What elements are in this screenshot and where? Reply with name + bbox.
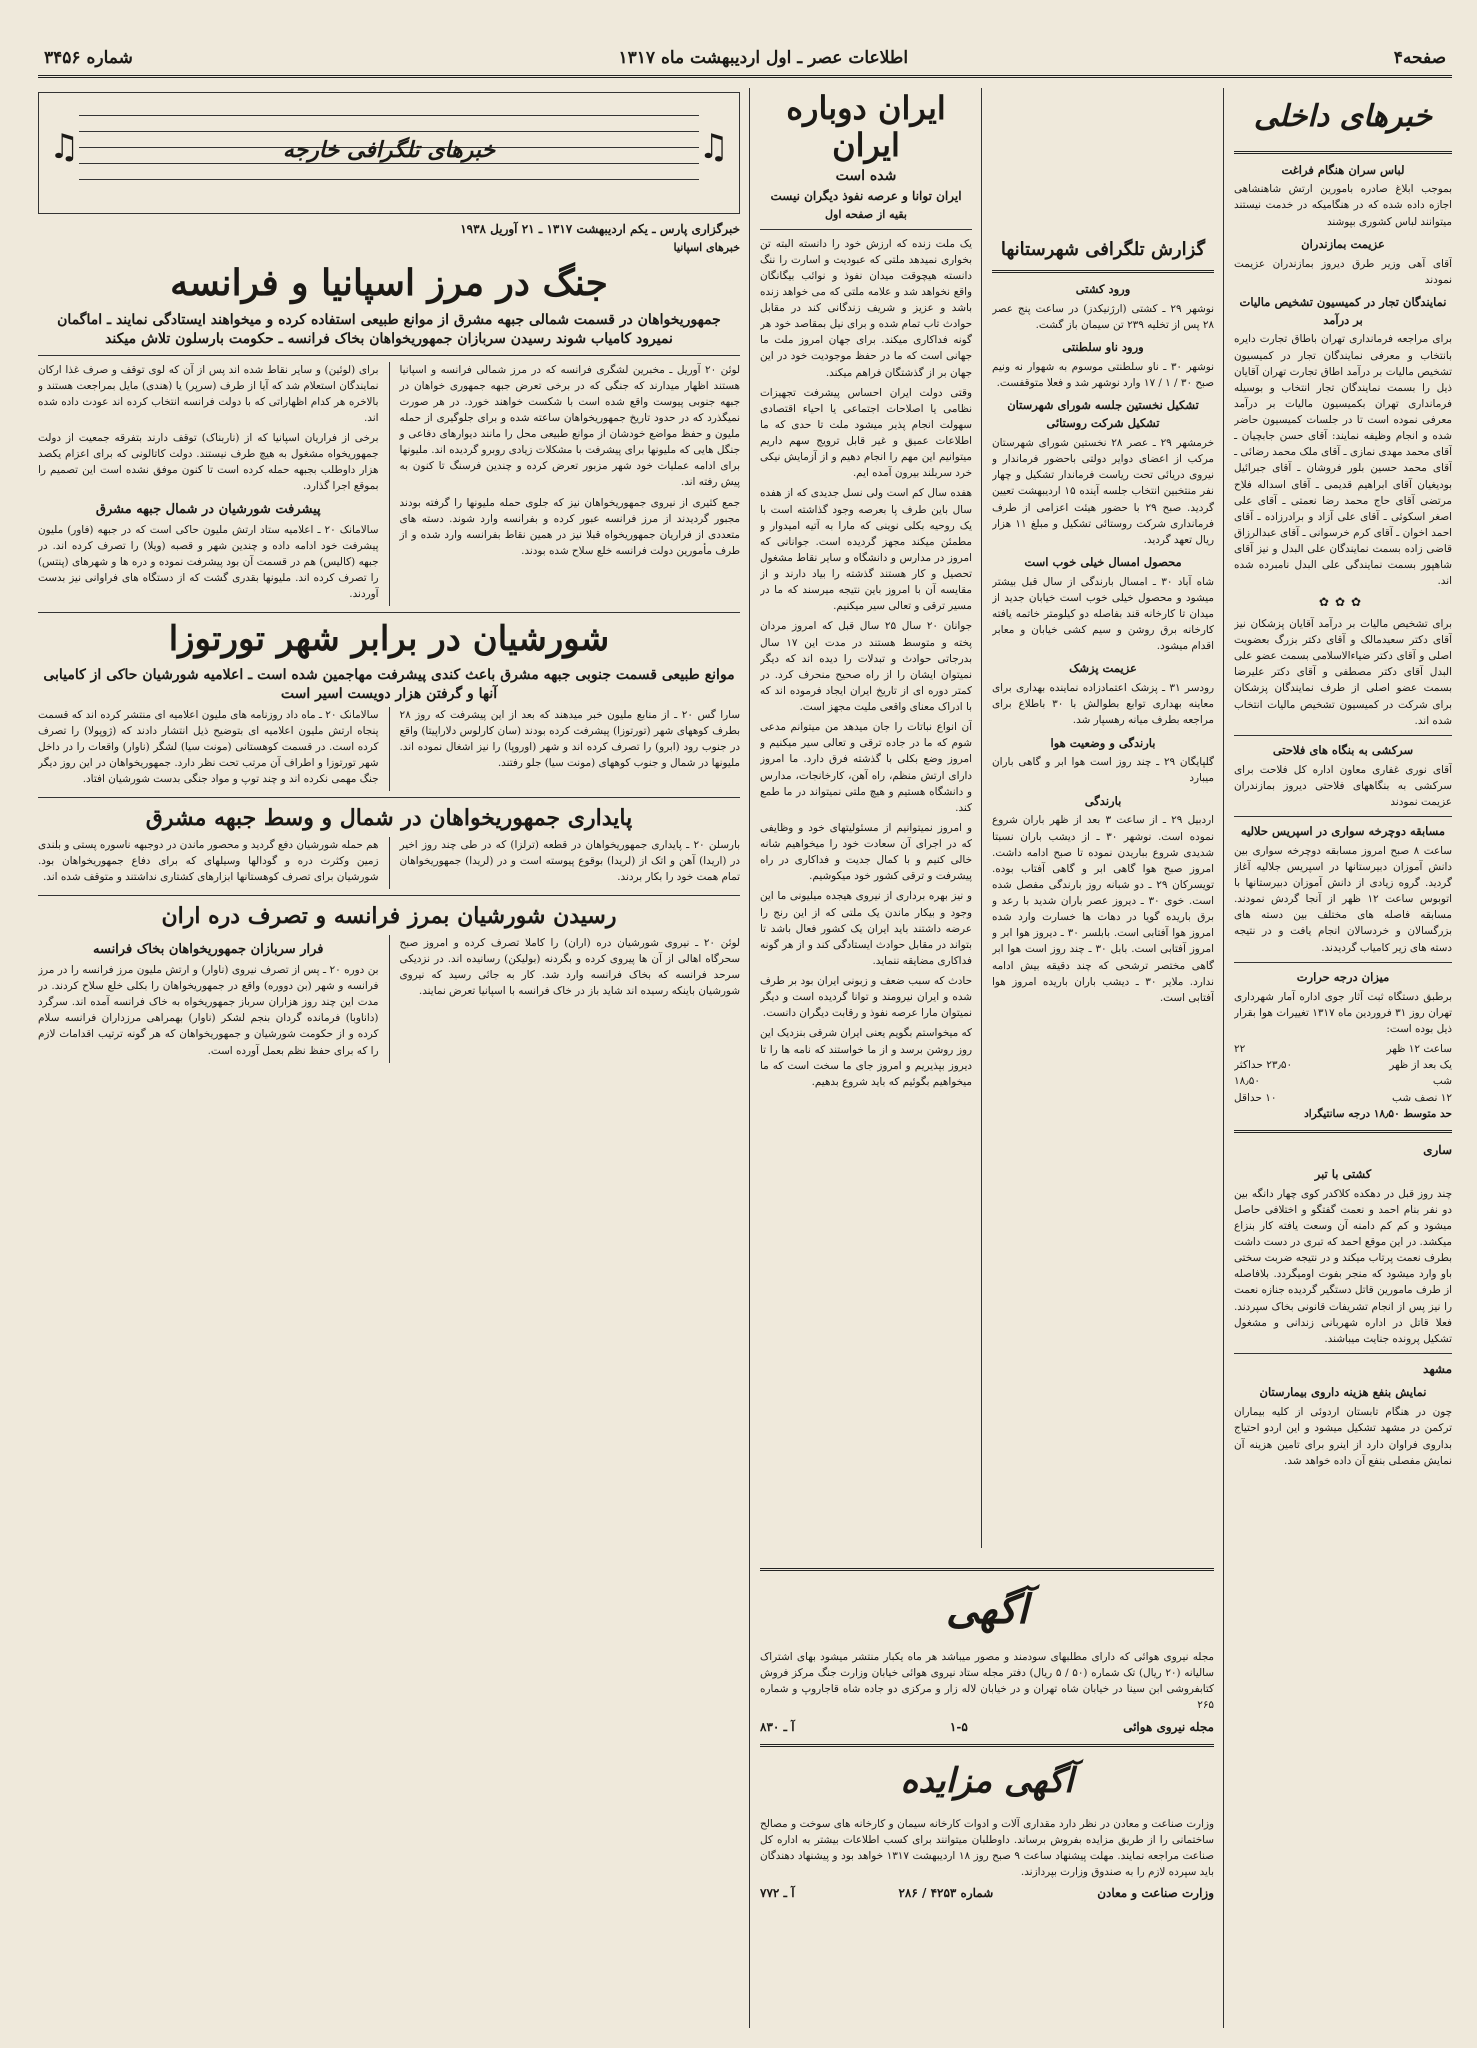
story-paragraph: بارسلن ۲۰ ـ پایداری جمهوریخواهان در قطعه (ترلزا) که در طی چند روز اخیر در (اریدا) آهن و اتک از (لریدا) بوقوع پیوسته است و در (لریدا) جمهوریخواهان تمام همت خود را بکار بردند. [399, 839, 740, 884]
lead-paragraph: جوانان ۲۰ سال ۲۵ سال قبل که امروز مردان پخته و متوسط هستند در مدت این ۱۷ سال بدرجاتی حوادث و تبدلات را دیده اند که دیگر نمیتوان ایشان را از راه صحیح منحرف کرد. در کمتر دوره ای از تاریخ ایران ایجاد فرموده اند که با ادراک معنای واقعی ملیت مجهز است. [760, 620, 972, 714]
domestic-title: نمایش بنفع هزینه داروی بیمارستان [1259, 1385, 1427, 1400]
lead-paragraph: حادث که سبب ضعف و زبونی ایران بود بر طرف شده و ایران نیرومند و توانا گردیده است و دیگر نمیتوان مارا عرصه نفوذ و رقابت دیگران دانست. [760, 975, 972, 1020]
lead-paragraph: و امروز نمیتوانیم از مسئولیتهای خود و وظایفی که در اجرای آن سعادت خود را میخواهیم شانه خالی کنیم و با کمال جدیت و فداکاری در راه پیشرفت و ترقی کشور خود میکوشیم. [760, 821, 972, 883]
ad-code: آ ـ ۸۳۰ [760, 1719, 795, 1734]
telegraph-body: نوشهر ۲۹ ـ کشتی (ارژنیکدز) در ساعت پنج عصر ۲۸ پس از تخلیه ۲۳۹ تن سیمان باز گشت. [992, 303, 1214, 332]
telegraph-title: ورود کشتی [1075, 282, 1131, 297]
foreign-section [38, 88, 740, 2028]
headline-3: پایداری جمهوریخواهان در شمال و وسط جبهه مشرق [145, 805, 633, 832]
telegraph-body: گلپایگان ۲۹ ـ چند روز است هوا ابر و گاهی باران میبارد [992, 756, 1214, 785]
ad-code: ۱-۵ [949, 1719, 968, 1734]
story-paragraph: لوئن ۲۰ آوریل ـ مخبرین لشگری فرانسه که در مرز شمالی فرانسه و اسپانیا هستند اظهار میدارند که جنگی که در برخی تعرض جبهه جمهوری خواهان در جبهه جنوبی پیوست واقع شده است با شکست خواهند خورد. در هر صورت نمیگذرد که در حدود تاریخ جمهوریخواهان ساعته شده و برای جلوگیری از حمله ملیون و حفظ مواضع خودشان از موانع طبیعی محل را مانند دیوارهای دفاعی و جنگل هایی که ملیونها برای پیشرفت با مشکلات زیادی روبرو گردیده اند. ملیونها برای ادامه عملیات خود شهر مزبور تعرض کرده و چندین فرسنگ تا کنون به پیش رفته اند. [399, 363, 740, 489]
agency-dateline: خبرگزاری پارس ـ یکم اردیبهشت ۱۳۱۷ ـ ۲۱ آوریل ۱۹۳۸ [460, 222, 740, 236]
domestic-title: عزیمت بمازندران [1301, 236, 1385, 251]
story-4 [38, 935, 740, 1063]
lead-paragraph: که میخواستم بگویم یعنی ایران شرقی بنزدیک این روز روشن برسد و از ما خواستند که نامه ها را تا دیروز بپذیریم و امروز جای ما سخت است که ما میخواهیم بگوئیم که باید شروع بدهیم. [760, 1027, 972, 1088]
tender-number: شماره ۴۲۵۳ / ۲۸۶ [898, 1886, 994, 1901]
foreign-header: خبرهای تلگرافی خارجه [282, 137, 496, 163]
music-note-icon: ♫ [49, 127, 80, 167]
paper-title: اطلاعات عصر ـ اول اردیبهشت ماه ۱۳۱۷ [618, 47, 909, 68]
story-3 [38, 837, 740, 889]
lead-paragraph: آن انواع نباتات را جان میدهد من میتوانم مدعی شوم که ما در جاده ترقی و تعالی سیر میکنیم و امروز وضع بکلی با گذشته فرق دارد. ما امروز دارای ارتش منظم، راه آهن، کارخانجات، مدارس و دانشگاه هستیم و هیچ ملتی نمیتواند در ما طمع کند. [760, 721, 972, 814]
city-label: ساری [1423, 1143, 1452, 1158]
ad-signature: مجله نیروی هوائی [1123, 1719, 1214, 1734]
story-paragraph: هم حمله شورشیان دفع گردید و محصور ماندن در دوجبهه ناسوره پستی و بلندی زمین وکثرت دره و گودالها وسیلهای که برای دفاع جمهوریخواهان بود. شورشیان برای تصرف کوهستانها ابزارهای کشتاری نداشتند و متوقف شده اند. [38, 839, 379, 884]
headline-5: فرار سربازان جمهوریخواهان بخاک فرانسه [93, 942, 324, 958]
domestic-title: لباس سران هنگام فراغت [1281, 162, 1405, 177]
tender-footer [760, 1884, 1214, 1903]
issue-number: شماره ۳۴۵۶ [44, 47, 133, 68]
telegraph-title: بارندگی [1084, 793, 1122, 808]
foreign-banner [38, 92, 740, 214]
newspaper-page [38, 40, 1452, 2030]
story-paragraph: سالامانک ۲۰ ـ اعلامیه ستاد ارتش ملیون حاکی است که در جبهه (فاور) ملیون پیشرفت خود ادامه داده و چندین شهر و قصبه (ویلا) را تصرف کرده اند. در جبهه (کالیس) هم در قسمت آن بود پیشرفت نموده و دره ها و شهرهای (پنتس) را تصرف کرده اند. ملیونها بقدری گشت که از دستگاه های فراوانی نیز بدست آوردند. [38, 523, 379, 600]
domestic-body: چون در هنگام تابستان اردوئی از کلیه بیماران ترکمن در مشهد تشکیل میشود و این اردو احتیاج بداروی فراوان دارد از اینرو برای تامین هزینه آن نمایش مفصلی بنفع آن داده خواهد شد. [1234, 1406, 1452, 1467]
telegraph-title: بارندگی و وضعیت هوا [1050, 735, 1156, 750]
lead-paragraph: هفده سال کم است ولی نسل جدیدی که از هفده سال باین طرف پا بعرصه وجود گذاشته است با یک روحیه بکلی نوینی که مارا به آتیه امیدوار و مطمئن میکند مجهز گردیده است. جوانانی که امروز در مدارس و دانشگاه و سایر نقاط مشغول تحصیل و کار هستند گذشته را بیاد دارند و از مقایسه آن با امروز باین نتیجه میرسند که ما در مسیر ترقی و تعالی سیر میکنیم. [760, 487, 972, 613]
telegraph-body: اردبیل ۲۹ ـ از ساعت ۳ بعد از ظهر باران شروع نموده است. نوشهر ۳۰ ـ از دیشب باران نسبتا شدیدی شروع بباریدن نموده تا صبح ادامه داشت. امروز صبح هوا گاهی ابر و گاهی آفتاب بوده. تویسرکان ۲۹ ـ دو شبانه روز بارندگی مفصل شده است. خوی ۳۰ ـ دیروز عصر باران شدید با رعد و برق باریده گویا در دهات ها خسارت وارد شده امروز هوا آفتابی است. بابلسر ۳۰ ـ دیروز هوا ابر و امروز آفتابی است. بابل ۳۰ ـ چند روز است هوا ابر گاهی مختصر ترشحی که چند دقیقه بیش ادامه ندارد. ملایر ۳۰ ـ دیشب باران باریده امروز هوا آفتابی است. [992, 814, 1214, 1004]
lead-paragraph: یک ملت زنده که ارزش خود را دانسته البته تن بخواری نمیدهد ملتی که عبودیت و اسارت را ننگ دانسته هیچوقت میدان نفوذ و نوائب بیگانگان واقع نخواهد شد و علامه ملتی که می خواهد زنده باشد و عزیز و شریف زندگانی کند در مقابل حوادث تاب تمام شده و برای نیل بمقاصد خود هر گونه فداکاری میکند. برای جهان امروز ملت ما جهانی است که ما در حفظ موجودیت خود در این جهان بر از گذشتگان فراهم میکند. [760, 237, 972, 379]
story-paragraph: لوئن ۲۰ ـ نیروی شورشیان دره (اران) را کاملا تصرف کرده و امروز صبح سحرگاه اهالی از آن ها پیروی کرده و بگردنه (بولیکن) رسانیده اند. در نزدیکی سرحد فرانسه که بخاک فرانسه وارد شد. کار به جائی رسید که نیروی شورشیان باینکه رسیده اند شاید باز در خاک فرانسه با اسپانیا تعرض نمایند. [399, 937, 740, 998]
ads-section [760, 1560, 1214, 2028]
page-number: صفحه۴ [1393, 47, 1446, 68]
masthead [38, 40, 1452, 78]
lead-column [760, 88, 972, 1548]
telegraph-body: خرمشهر ۲۹ ـ عصر ۲۸ نخستین شورای شهرستان مرکب از اعضای دوایر دولتی باحضور فرماندار و نیروی دریائی تحت ریاست فرماندار تشکیل و چهار نفر منتخبین انتخاب جلسه آینده ۱۵ اردیبهشت تعیین گردید. صبح ۲۹ با حضور هیئت اعزامی از طرف فرمانداری شرکت روستائی تشکیل و مبلغ ۱۱ هزار ریال تعهد گردید. [992, 437, 1214, 546]
telegraph-body: نوشهر ۳۰ ـ ناو سلطنتی موسوم به شهوار نه ونیم صبح ۳۰ / ۱ / ۱۷ وارد نوشهر شد و فعلا متوقفست. [992, 361, 1214, 390]
tender-code: آ ـ ۷۷۲ [760, 1886, 795, 1901]
domestic-body: برطبق دستگاه ثبت آثار جوی اداره آمار شهرداری تهران روز ۳۱ فروردین ماه ۱۳۱۷ تغییرات هوا بقرار ذیل بوده است: [1234, 990, 1452, 1035]
lead-subtitle: ایران توانا و عرصه نفوذ دیگران نیست [770, 189, 962, 204]
domestic-body: آقای آهی وزیر طرق دیروز بمازندران عزیمت نمودند [1234, 257, 1452, 286]
ad-body: مجله نیروی هوائی که دارای مطلبهای سودمند و مصور میباشد هر ماه یکبار منتشر میشود بهای اشتراک سالیانه (۲۰ ریال) تک شماره (۵۰ / ۵ ریال) دفتر مجله ستاد نیروی هوائی خیابان وزارت جنگ مرکز فروش کتابفروشی ابن سینا در خیابان شاه تهران و در خیابان لاله زار و مرکزی دو جاده شاه قاجاروپ و شماره ۲۶۵ [760, 1651, 1214, 1712]
story-paragraph: برخی از فراریان اسپانیا که از (ناربناک) توقف دارند بتفرقه جمعیت از دولت جمهوریخواه مشغول به هیچ طرف نیستند. دولت کاتالونی که برای اعزام یکصد هزار داوطلب بجبهه حمله کرده است تا کنون موفق نشده است این تصمیم را بموقع اجرا گذارد. [38, 432, 379, 493]
telegraph-title: محصول امسال خیلی خوب است [1024, 554, 1182, 569]
lead-title: ایران دوباره ایران [786, 89, 946, 164]
domestic-body: بموجب ابلاغ صادره بامورین ارتش شاهنشاهی اجازه داده شده که در هنگامیکه در خدمت نیستند میتوانند لباس کشوری بپوشند [1234, 183, 1452, 228]
separator-stars: ✿✿✿ [1318, 595, 1368, 610]
city-label: مشهد [1423, 1361, 1452, 1376]
section-label: خبرهای اسپانیا [673, 240, 740, 254]
agency-line [38, 220, 740, 239]
domestic-title: سرکشی به بنگاه های فلاحتی [1272, 742, 1414, 757]
story-paragraph: جمع کثیری از نیروی جمهوریخواهان نیز که جلوی حمله ملیونها را گرفته بودند مجبور گردیدند از مرز فرانسه عبور کرده و بفرانسه وارد شوند. دسته های متعددی از فراریان جمهوریخواه قبلا نیز در همین نقاط بفرانسه وارد شده و از طرف مأمورین دولت فرانسه خلع سلاح شده بودند. [399, 496, 740, 557]
headline-4: رسیدن شورشیان بمرز فرانسه و تصرف دره اران [161, 903, 617, 930]
story-paragraph: برای (لوئین) و سایر نقاط شده اند پس از آن که لوی توقف و صرف غذا ارکان نمایندگان استعلام شد که آیا از طرف (سرپر) یا (هندی) مایل بمراجعت هستند و بالاخره هر کدام اظهاراتی که با دولت فرانسه انتخاب کرده اند عودت داده شده اند. [38, 363, 379, 424]
telegraph-title: عزیمت پزشک [1069, 661, 1137, 676]
domestic-body: برای مراجعه فرمانداری تهران باطاق تجارت دایره بانتخاب و معرفی نمایندگان تجار در کمیسیون تشخیص مالیات بر درآمد اطاق تجارت تهران آقایان ذیل را بسمت نمایندگان تجار انتخاب و بوسیله فرمانداری تهران بکمیسیون مالیات بر درآمد معرفی نموده است تا در جلسات کمیسیون حاضر شده و انجام وظیفه نمایند: آقای حسن جابچیان ـ آقای محمد مهدی نمازی ـ آقای ملک محمد رضائی ـ آقای محمد حسین بلور فروشان ـ آقای جبرائیل بودیغیان آقای ابراهیم قدیمی ـ آقای اسداله فلاح مرتضی آقای حاج محمد رضا نعمتی ـ آقای علی اصغر اسکوئی ـ آقای علی آزاد و برادرزاده ـ آقای احمد اخوان ـ آقای کرم خرسوانی ـ آقای عبدالرزاق قاضی زاده بسمت نمایندگان علی البدل و نیز آقای شاهپور بسمت نمایندگی علی البدل نامبرده شده اند. [1234, 333, 1452, 588]
telegraph-body: رودسر ۳۱ ـ پزشک اعتمادزاده نماینده بهداری برای معاینه بهداری توابع بطوالش با ۳۰ باطلاع برای مراجعه بطرف میانه رهسپار شد. [992, 682, 1214, 727]
story-2 [38, 707, 740, 792]
tender-body: وزارت صناعت و معادن در نظر دارد مقداری آلات و ادوات کارخانه سیمان و کارخانه های سوخت و مصالح ساختمانی را از طریق مزایده بفروش برساند. داوطلبان میتوانند برای کسب اطلاعات بیشتر به اداره کل صناعت مراجعه نمایند. مهلت پیشنهاد ساعت ۹ صبح روز ۱۸ اردیبهشت ۱۳۱۷ خواهد بود و پیشنهاد دهندگان باید سپرده لازم را به صندوق وزارت بپردازند. [760, 1817, 1214, 1879]
story-paragraph: سارا گس ۲۰ ـ از منابع ملیون خبر میدهند که بعد از این پیشرفت که روز ۲۸ بطرف کوههای شهر (تورتوزا) پیشرفت کرده بودند (سان کارلوس دلاراپیتا) واقع در جنوب رود (ابرو) را تصرف کرده اند و شهر (اوروپا) را نیز اشغال نموده اند. ملیونها در شمال و جنوب کوههای (مونت سیا) جلو رفتند. [399, 708, 740, 770]
telegraph-title: ورود ناو سلطنتی [1062, 340, 1144, 355]
tender-title: آگهی مزایده [900, 1761, 1074, 1802]
domestic-body: برای تشخیص مالیات بر درآمد آقایان پزشکان نیز آقای دکتر سعیدمالک و آقای دکتر بزرگ بعضویت اصلی و آقای دکتر ضیاءالاسلامی بسمت عضو علی البدل آقای دکتر مصطفی و آقای دکتر علیرضا بسمت عضو اصلی از طرف نمایندگان پزشکان برای شرکت در کمیسیون تشخیص مالیات انتخاب شده اند. [1234, 617, 1452, 727]
telegraph-title: تشکیل نخستین جلسه شورای شهرستان تشکیل شرکت روستائی [1007, 398, 1199, 431]
domestic-body: چند روز قبل در دهکده کلاکدر کوی چهار دانگه بین دو نفر بنام احمد و نعمت گفتگو و اختلافی حاصل میشود و کم کم دامنه آن وسعت یافته کار بنزاع میکشد. در این موقع احمد که تبری در دست داشت بطرف نعمت پرتاب میکند و در نتیجه ضربت سختی باو وارد میشود که منجر بفوت اومیگردد. بلافاصله از طرف مامورین قاتل دستگیر گردیده جنازه نعمت را نیز پس از انجام تشریفات قانونی بخاک سپردند. فعلا قاتل در اداره شهربانی زندانی و مشغول تشکیل پرونده جنایت میباشند. [1234, 1187, 1452, 1345]
telegraph-body: شاه آباد ۳۰ ـ امسال بارندگی از سال قبل بیشتر میشود و محصول خیلی خوب است خیابان جدید از میدان تا کارخانه قند بفاصله دو کیلومتر خاتمه یافته کارخانه برق روشن و سیم کشی خیابان و معابر اقدام میشود. [992, 575, 1214, 653]
domestic-body: ساعت ۸ صبح امروز مسابقه دوچرخه سواری بین دانش آموزان دبیرستانها در اسپریس جلالیه آغاز گردید. گروه زیادی از دانش آموزان دبیرستانها با اتوبوس ساعت ۱۲ ظهر از آنجا گردش نمودند. مسابقه فاصله های مختلف بین دسته های بزرگسالان و خردسالان انجام یافت و در نتیجه دسته های زیر کامیاب گردیدند. [1234, 844, 1452, 954]
domestic-title: میزان درجه حرارت [1296, 969, 1390, 984]
temperature-table: ساعت ۱۲ ظهر ۲۲ یک بعد از ظهر ۲۳٫۵۰ حداکثر شب ۱۸٫۵۰ ۱۲ نصف شب ۱۰ حداقل حد متوسط ۱۸٫۵۰ درجه سانتیگراد [1234, 1042, 1452, 1120]
tender-signature: وزارت صناعت و معادن [1097, 1886, 1214, 1901]
ad-title: آگهی [946, 1586, 1028, 1633]
ad-footer [760, 1718, 1214, 1737]
headline-2-sub: موانع طبیعی قسمت جنوبی جبهه مشرق باعث کندی پیشرفت مهاجمین شده است ـ اعلامیه شورشیان حاکی از کامیابی آنها و گرفتن هزار دویست اسیر است [43, 666, 735, 702]
domestic-title: مسابقه دوچرخه سواری در اسپریس حلالیه [1240, 824, 1446, 839]
lead-paragraph: و نیز بهره برداری از نیروی هیجده میلیونی ما این وجود و بیکار ماندن یک ملتی که از این رنج را عرضه داشتند باید ایران یک کشور فعال باشد تا بتواند در مقابل حوادث ایستادگی کند و از هر گونه فداکاری مضایقه ننماید. [760, 890, 972, 967]
telegraph-header: گزارش تلگرافی شهرستانها [1000, 239, 1206, 260]
headline-1-sub: جمهوریخواهان در قسمت شمالی جبهه مشرق از موانع طبیعی استفاده کرده و میخواهند ایستادگی نمایند ـ اماگمان نمیرود کامیاب شوند رسیدن سربازان جمهوریخواهان بخاک فرانسه ـ حکومت بارسلون تلاش میکند [57, 311, 721, 347]
domestic-title: نمایندگان تجار در کمیسیون تشخیص مالیات بر درآمد [1239, 294, 1447, 327]
domestic-header: خبرهای داخلی [1253, 99, 1433, 134]
music-note-icon: ♫ [698, 127, 729, 167]
headline-east: پیشرفت شورشیان در شمال جبهه مشرق [95, 501, 321, 517]
story-1 [38, 362, 740, 607]
telegraph-column [992, 88, 1214, 1548]
domestic-column [1234, 88, 1452, 2028]
story-paragraph: بن دوره ۲۰ ـ پس از تصرف نیروی (ناوار) و ارتش ملیون مرز فرانسه را در مرز فرانسه و شهر (بن دووره) واقع در جمهوریخواهان را بکلی خلع سلاح کردند. در مدت این چند روز هزاران سرباز جمهوریخواه به خاک فرانسه آمده اند. سرگرد (داناوبا) فرمانده گردان بنجم لشکر (ناوار) بهمراهی مرزداران فرانسه سلام کرده و از حکومت شورشیان و جمهوریخواهان که هر گونه ترتیب اقدامات لازم را که برای حفظ نظم بعمل آورده است. [38, 963, 379, 1057]
headline-1: جنگ در مرز اسپانیا و فرانسه [170, 261, 608, 304]
domestic-body: آقای نوری غفاری معاون اداره کل فلاحت برای سرکشی به بنگاههای فلاحتی دیروز بمازندران عزیمت نمودند [1234, 763, 1452, 808]
story-paragraph: سالامانک ۲۰ ـ ماه داد روزنامه های ملیون اعلامیه ای منتشر کرده اند که قسمت پنجاه ارتش ملیون اعلامیه ای بتوضیح ذیل انتشار دادند که (ژوپولا) را تصرف کرده است. در قسمت کوهستانی (مونت سیا) لشگر (ناوار) واقعات را در داخل شهر تورتوزا و اطراف آن مرتب تحت نظر دارد. جمهوریخواهان در این روز دیگر جنگ مهمی نکرده اند و چند توپ و مواد جنگی بدست شورشیان افتاد. [38, 708, 379, 786]
lead-paragraph: وقتی دولت ایران احساس پیشرفت تجهیزات نظامی یا اصلاحات اجتماعی یا احیاء اقتصادی سهولت انجام پذیر میشود ملت تا حدی که ما اطلاعات عمیق و غیر قابل ترویج سهم داریم میتوانیم این مهم را انجام دهیم و از آزمایش نیکی خرد سربلند بیرون آمده ایم. [760, 386, 972, 480]
lead-title-2: شده است [835, 167, 897, 184]
domestic-title: کشتی با تبر [1314, 1166, 1372, 1181]
continuation-note: بقیه از صفحه اول [825, 207, 907, 221]
headline-2: شورشیان در برابر شهر تورتوزا [168, 619, 610, 660]
